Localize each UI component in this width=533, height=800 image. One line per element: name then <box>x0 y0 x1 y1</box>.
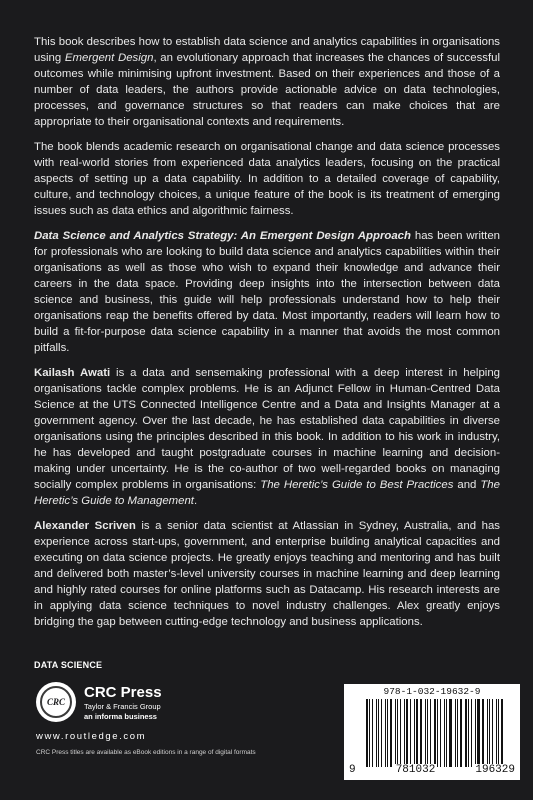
ebook-note: CRC Press titles are available as eBook editions in a range of digital formats <box>36 749 256 756</box>
isbn-digit-first: 9 <box>349 764 356 776</box>
back-cover-text <box>34 34 500 639</box>
publisher-group: Taylor & Francis Group <box>84 702 161 711</box>
book-reference-1: The Heretic’s Guide to Best Practices <box>260 479 454 491</box>
isbn-digit-group-2: 196329 <box>475 764 515 776</box>
author-name-scriven: Alexander Scriven <box>34 520 136 532</box>
isbn-digit-group-1: 781032 <box>395 764 436 776</box>
crc-logo-icon <box>36 682 76 722</box>
crc-logo-text: CRC <box>40 686 72 718</box>
barcode-icon <box>364 699 506 767</box>
isbn-digits <box>348 764 516 776</box>
publisher-url[interactable]: www.routledge.com <box>36 731 147 742</box>
publisher-block <box>36 682 286 756</box>
author-bio-awati: Kailash Awati is a data and sensemaking professional with a deep interest in helping organisations tackle complex problems. He is an Adjunct Fellow in Human-Centred Data Science at the UTS Connected Intelligence Centre and a Data and Insights Manager at a government agency. Over the last decade, he has established data capabilities in diverse organisations using the principles described in this book. In addition to his work in industry, he has developed and taught postgraduate courses in machine learning and decision-making under uncertainty. He is the co-author of two well-regarded books on managing socially complex problems in organisations: The Heretic’s Guide to Best Practices and The Heretic’s Guide to Management. <box>34 367 501 507</box>
description-paragraph-3: Data Science and Analytics Strategy: An Emergent Design Approach has been written for professionals who are looking to build data science and analytics capabilities within their organisations as well as those who wish to expand their knowledge and advance their careers in the data space. Providing deep insights into the intersection between data science and business, this guide will help professionals understand how to help their organisations reap the benefits offered by data. Most importantly, readers will learn how to build a fit-for-purpose data science capability in a manner that avoids the most common pitfalls. <box>34 230 500 354</box>
book-reference-2: The Heretic’s Guide to Management <box>34 479 500 507</box>
isbn-barcode <box>344 684 520 780</box>
category-label: DATA SCIENCE <box>34 660 103 670</box>
publisher-name: CRC Press <box>84 684 162 701</box>
publisher-business: an informa business <box>84 712 157 721</box>
author-name-awati: Kailash Awati <box>34 367 111 379</box>
description-paragraph-2: The book blends academic research on organisational change and data science processes with real-world stories from experienced data analytics leaders, focusing on the practical aspects of setting up a data capability. In addition to a detailed coverage of capability, culture, and technology choices, a unique feature of the book is its treatment of emerging issues such as data ethics and algorithmic fairness. <box>34 141 500 217</box>
isbn-text: 978-1-032-19632-9 <box>383 686 481 697</box>
book-title-emphasis: Data Science and Analytics Strategy: An Emergent Design Approach <box>34 230 411 242</box>
emphasis-emergent-design: Emergent Design <box>64 52 154 64</box>
description-paragraph-1: This book describes how to establish data science and analytics capabilities in organisations using Emergent Design, an evolutionary approach that increases the chances of successful outcomes while minimising upfront investment. Based on their experiences and those of a number of data leaders, the authors provide actionable advice on data technologies, processes, and governance structures so that readers can make choices that are appropriate to their organisational contexts and requirements. <box>34 36 501 128</box>
author-bio-scriven: Alexander Scriven is a senior data scientist at Atlassian in Sydney, Australia, and has experience across start-ups, government, and enterprise building analytical capacities and executing on data science projects. He greatly enjoys teaching and mentoring and has built and delivered both master’s-level university courses in machine learning and deep learning and highly rated courses for online platforms such as Datacamp. His research interests are in applying data science techniques to novel industry challenges. Alex greatly enjoys bridging the gap between cutting-edge technology and business applications. <box>34 520 500 628</box>
